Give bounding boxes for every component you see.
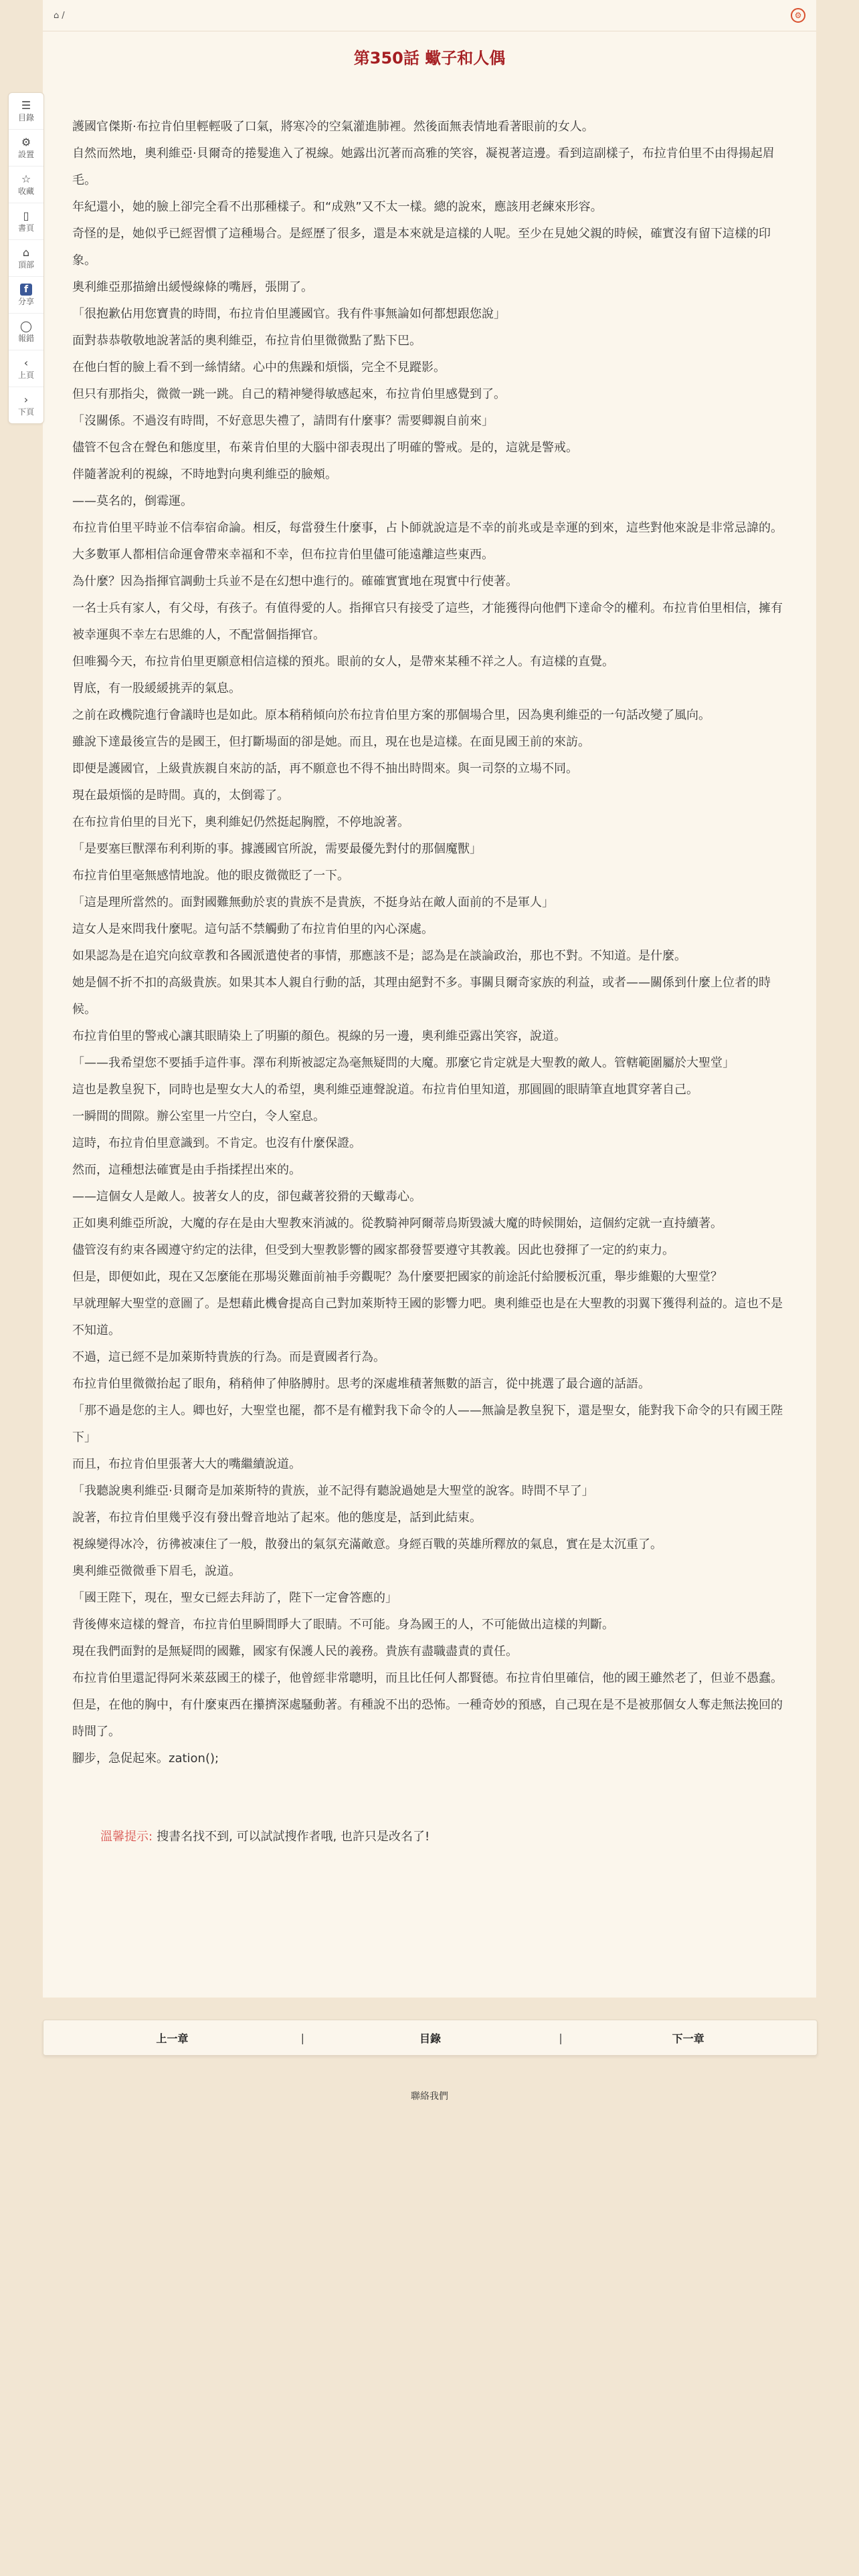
- paragraph: 視線變得冰冷，彷彿被凍住了一般，散發出的氣氛充滿敵意。身經百戰的英雄所釋放的氣息，實在是太沉重了。: [72, 1537, 662, 1551]
- sidebar-item-facebook[interactable]: [9, 277, 43, 314]
- nav-separator: |: [300, 2031, 305, 2044]
- next-chapter-link[interactable]: 下一章: [672, 2032, 704, 2045]
- paragraph: 這也是教皇猊下，同時也是聖女大人的希望，奧利維亞連聲說道。布拉肯伯里知道，那圓圓的眼睛筆直地貫穿著自己。: [72, 1083, 698, 1097]
- paragraph: 「沒關係。不過沒有時間，不好意思失禮了，請問有什麼事？需要卿親自前來」: [72, 414, 494, 428]
- paragraph: 腳步，急促起來。zation();: [72, 1751, 219, 1765]
- chapter-title: 第350話 蠍子和人偶: [353, 49, 506, 68]
- paragraph: 正如奧利維亞所說，大魔的存在是由大聖教來消滅的。從教騎神阿爾蒂烏斯毀滅大魔的時候開始，這個約定就一直持續著。: [72, 1216, 723, 1230]
- paragraph: 如果認為是在追究向紋章教和各國派遣使者的事情，那應該不是；認為是在談論政治，那也不對。不知道。是什麼。: [72, 949, 686, 963]
- book-icon: ▯: [23, 209, 29, 222]
- star-icon: ☆: [21, 172, 31, 185]
- sidebar-item-chevron-left[interactable]: [9, 350, 43, 387]
- sidebar-item-label: 分享: [17, 296, 34, 306]
- sidebar-item-book[interactable]: [9, 203, 43, 240]
- paragraph: 早就理解大聖堂的意圖了。是想藉此機會提高自己對加萊斯特王國的影響力吧。奧利維亞也是在大聖教的羽翼下獲得利益的。這也不是不知道。: [72, 1297, 783, 1337]
- prev-chapter-link[interactable]: 上一章: [156, 2032, 189, 2045]
- paragraph: 布拉肯伯里平時並不信奉宿命論。相反，每當發生什麼事，占卜師就說這是不幸的前兆或是幸運的到來，這些對他來說是非常忌諱的。: [72, 521, 783, 535]
- tip-text: 搜書名找不到, 可以試試搜作者哦, 也許只是改名了!: [157, 1830, 430, 1844]
- settings-icon[interactable]: ⚙: [791, 8, 805, 23]
- sidebar-item-gear[interactable]: [9, 130, 43, 167]
- sidebar-item-star[interactable]: [9, 167, 43, 203]
- comment-icon: ◯: [20, 319, 32, 332]
- paragraph: 年紀還小，她的臉上卻完全看不出那種樣子。和“成熟”又不太一樣。總的說來，應該用老練來形容。: [72, 200, 603, 214]
- paragraph: 大多數軍人都相信命運會帶來幸福和不幸，但布拉肯伯里儘可能遠離這些東西。: [72, 548, 494, 562]
- paragraph: ——莫名的，倒霉運。: [72, 494, 193, 508]
- paragraph: 布拉肯伯里毫無感情地說。他的眼皮微微眨了一下。: [72, 869, 349, 883]
- chevron-right-icon: ›: [23, 393, 29, 406]
- paragraph: 護國官傑斯·布拉肯伯里輕輕吸了口氣，將寒冷的空氣灌進肺裡。然後面無表情地看著眼前的女人。: [72, 120, 594, 134]
- paragraph: 奧利維亞那描繪出緩慢線條的嘴唇，張開了。: [72, 280, 313, 294]
- paragraph: 「是要塞巨獸澤布利利斯的事。據護國官所說，需要最優先對付的那個魔獸」: [72, 842, 482, 856]
- paragraph: 現在我們面對的是無疑問的國難，國家有保護人民的義務。貴族有盡職盡責的責任。: [72, 1644, 518, 1658]
- paragraph: 「——我希望您不要插手這件事。澤布利斯被認定為毫無疑問的大魔。那麼它肯定就是大聖教的敵人。管轄範圍屬於大聖堂」: [72, 1056, 735, 1070]
- paragraph: 在布拉肯伯里的目光下，奧利維妃仍然挺起胸膛，不停地說著。: [72, 815, 409, 829]
- sidebar-item-chevron-right[interactable]: [9, 387, 43, 423]
- paragraph: 奧利維亞微微垂下眉毛，說道。: [72, 1564, 241, 1578]
- paragraph: 這女人是來問我什麼呢。這句話不禁觸動了布拉肯伯里的內心深處。: [72, 922, 434, 936]
- sidebar-item-label: 報錯: [17, 333, 34, 343]
- sidebar-item-label: 頂部: [17, 259, 34, 270]
- tip-label: 溫馨提示:: [100, 1830, 153, 1844]
- paragraph: 但是，即便如此，現在又怎麼能在那場災難面前袖手旁觀呢？為什麼要把國家的前途託付給腰板沉重，舉步維艱的大聖堂？: [72, 1270, 723, 1284]
- paragraph: 「國王陛下，現在，聖女已經去拜訪了，陛下一定會答應的」: [72, 1591, 397, 1605]
- paragraph: 即便是護國官，上級貴族親自來訪的話，再不願意也不得不抽出時間來。與一司祭的立場不同。: [72, 762, 578, 776]
- paragraph: 儘管不包含在聲色和態度里，布萊肯伯里的大腦中卻表現出了明確的警戒。是的，這就是警戒。: [72, 441, 578, 455]
- toc-link[interactable]: 目錄: [419, 2032, 442, 2045]
- paragraph: 雖說下達最後宣告的是國王，但打斷場面的卻是她。而且，現在也是這樣。在面見國王前的來訪。: [72, 735, 590, 749]
- paragraph: 「這是理所當然的。面對國難無動於衷的貴族不是貴族，不挺身站在敵人面前的不是軍人」: [72, 895, 554, 909]
- paragraph: 這時，布拉肯伯里意識到。不肯定。也沒有什麼保證。: [72, 1136, 361, 1150]
- paragraph: 說著，布拉肯伯里幾乎沒有發出聲音地站了起來。他的態度是，話到此結束。: [72, 1511, 482, 1525]
- paragraph: 然而，這種想法確實是由手指揉捏出來的。: [72, 1163, 301, 1177]
- chapter-nav: [43, 2020, 818, 2056]
- sidebar-item-label: 目錄: [17, 112, 34, 122]
- paragraph: 為什麼？因為指揮官調動士兵並不是在幻想中進行的。確確實實地在現實中行使著。: [72, 574, 518, 588]
- paragraph: 在他白皙的臉上看不到一絲情緒。心中的焦躁和煩惱，完全不見蹤影。: [72, 360, 446, 374]
- breadcrumb-separator: /: [62, 10, 65, 21]
- breadcrumb: [54, 11, 65, 21]
- paragraph: 但是，在他的胸中，有什麼東西在攥擠深處騷動著。有種說不出的恐怖。一種奇妙的預感，自己現在是不是被那個女人奪走無法挽回的時間了。: [72, 1698, 783, 1739]
- contact-link[interactable]: 聯絡我們: [411, 2091, 448, 2102]
- paragraph: 而且，布拉肯伯里張著大大的嘴繼續說道。: [72, 1457, 301, 1471]
- paragraph: 她是個不折不扣的高級貴族。如果其本人親自行動的話，其理由絕對不多。事關貝爾奇家族的利益，或者——關係到什麼上位者的時候。: [72, 976, 771, 1016]
- paragraph: 但唯獨今天，布拉肯伯里更願意相信這樣的預兆。眼前的女人，是帶來某種不祥之人。有這樣的直覺。: [72, 655, 614, 669]
- paragraph: 「那不過是您的主人。卿也好，大聖堂也罷，都不是有權對我下命令的人——無論是教皇猊下，還是聖女，能對我下命令的只有國王陛下」: [72, 1404, 783, 1444]
- floating-sidebar: [8, 92, 44, 424]
- paragraph: 奇怪的是，她似乎已經習慣了這種場合。是經歷了很多，還是本來就是這樣的人呢。至少在見她父親的時候，確實沒有留下這樣的印象。: [72, 227, 771, 267]
- chevron-left-icon: ‹: [23, 356, 29, 369]
- sidebar-item-list[interactable]: [9, 93, 43, 130]
- nav-separator: |: [559, 2031, 563, 2044]
- paragraph: 布拉肯伯里還記得阿米萊茲國王的樣子，他曾經非常聰明，而且比任何人都賢德。布拉肯伯里確信，他的國王雖然老了，但並不愚蠢。: [72, 1671, 783, 1685]
- paragraph: 之前在政機院進行會議時也是如此。原本稍稍傾向於布拉肯伯里方案的那個場合里，因為奧利維亞的一句話改變了風向。: [72, 708, 710, 722]
- sidebar-item-label: 書頁: [17, 223, 34, 233]
- paragraph: 布拉肯伯里的警戒心讓其眼睛染上了明顯的顏色。視線的另一邊，奧利維亞露出笑容，說道。: [72, 1029, 566, 1043]
- sidebar-item-label: 上頁: [17, 370, 34, 380]
- top-icon: ⌂: [22, 245, 30, 259]
- sidebar-item-label: 收藏: [17, 186, 34, 196]
- paragraph: 儘管沒有約束各國遵守約定的法律，但受到大聖教影響的國家都發誓要遵守其教義。因此也發揮了一定的約束力。: [72, 1243, 674, 1257]
- paragraph: 但只有那指尖，微微一跳一跳。自己的精神變得敏感起來，布拉肯伯里感覺到了。: [72, 387, 506, 401]
- paragraph: 布拉肯伯里微微抬起了眼角，稍稍伸了伸胳膊肘。思考的深處堆積著無數的語言，從中挑選了最合適的話語。: [72, 1377, 650, 1391]
- sidebar-item-label: 設置: [17, 149, 34, 159]
- reader-page: [43, 0, 816, 1998]
- sidebar-item-label: 下頁: [17, 407, 34, 417]
- gear-icon: ⚙: [21, 135, 31, 148]
- sidebar-item-top[interactable]: [9, 240, 43, 277]
- paragraph: 自然而然地，奧利維亞·貝爾奇的捲髮進入了視線。她露出沉著而高雅的笑容，凝視著這邊。看到這副樣子，布拉肯伯里不由得揚起眉毛。: [72, 146, 775, 187]
- chapter-content: [43, 114, 816, 1772]
- paragraph: 伴隨著說利的視線，不時地對向奧利維亞的臉頰。: [72, 467, 337, 481]
- paragraph: 一名士兵有家人，有父母，有孩子。有值得愛的人。指揮官只有接受了這些，才能獲得向他們下達命令的權利。布拉肯伯里相信，擁有被幸運與不幸左右思維的人，不配當個指揮官。: [72, 601, 783, 642]
- paragraph: 一瞬間的間隙。辦公室里一片空白，令人窒息。: [72, 1109, 325, 1123]
- paragraph: 「很抱歉佔用您寶貴的時間，布拉肯伯里護國官。我有件事無論如何都想跟您說」: [72, 307, 506, 321]
- paragraph: ——這個女人是敵人。披著女人的皮，卻包藏著狡猾的天蠍毒心。: [72, 1190, 421, 1204]
- top-bar: [43, 0, 816, 31]
- home-icon[interactable]: ⌂: [54, 10, 60, 21]
- list-icon: ☰: [21, 98, 31, 112]
- tip-notice: [100, 1827, 816, 1844]
- paragraph: 現在最煩惱的是時間。真的，太倒霉了。: [72, 788, 289, 802]
- paragraph: 不過，這已經不是加萊斯特貴族的行為。而是賣國者行為。: [72, 1350, 385, 1364]
- facebook-icon: f: [20, 284, 32, 296]
- paragraph: 胃底，有一股緩緩挑弄的氣息。: [72, 681, 241, 695]
- paragraph: 背後傳來這樣的聲音，布拉肯伯里瞬間睜大了眼睛。不可能。身為國王的人，不可能做出這樣的判斷。: [72, 1618, 614, 1632]
- sidebar-item-comment[interactable]: [9, 314, 43, 350]
- paragraph: 面對恭恭敬敬地說著話的奧利維亞，布拉肯伯里微微點了點下巴。: [72, 334, 421, 348]
- paragraph: 「我聽說奧利維亞·貝爾奇是加萊斯特的貴族，並不記得有聽說過她是大聖堂的說客。時間不早了」: [72, 1484, 594, 1498]
